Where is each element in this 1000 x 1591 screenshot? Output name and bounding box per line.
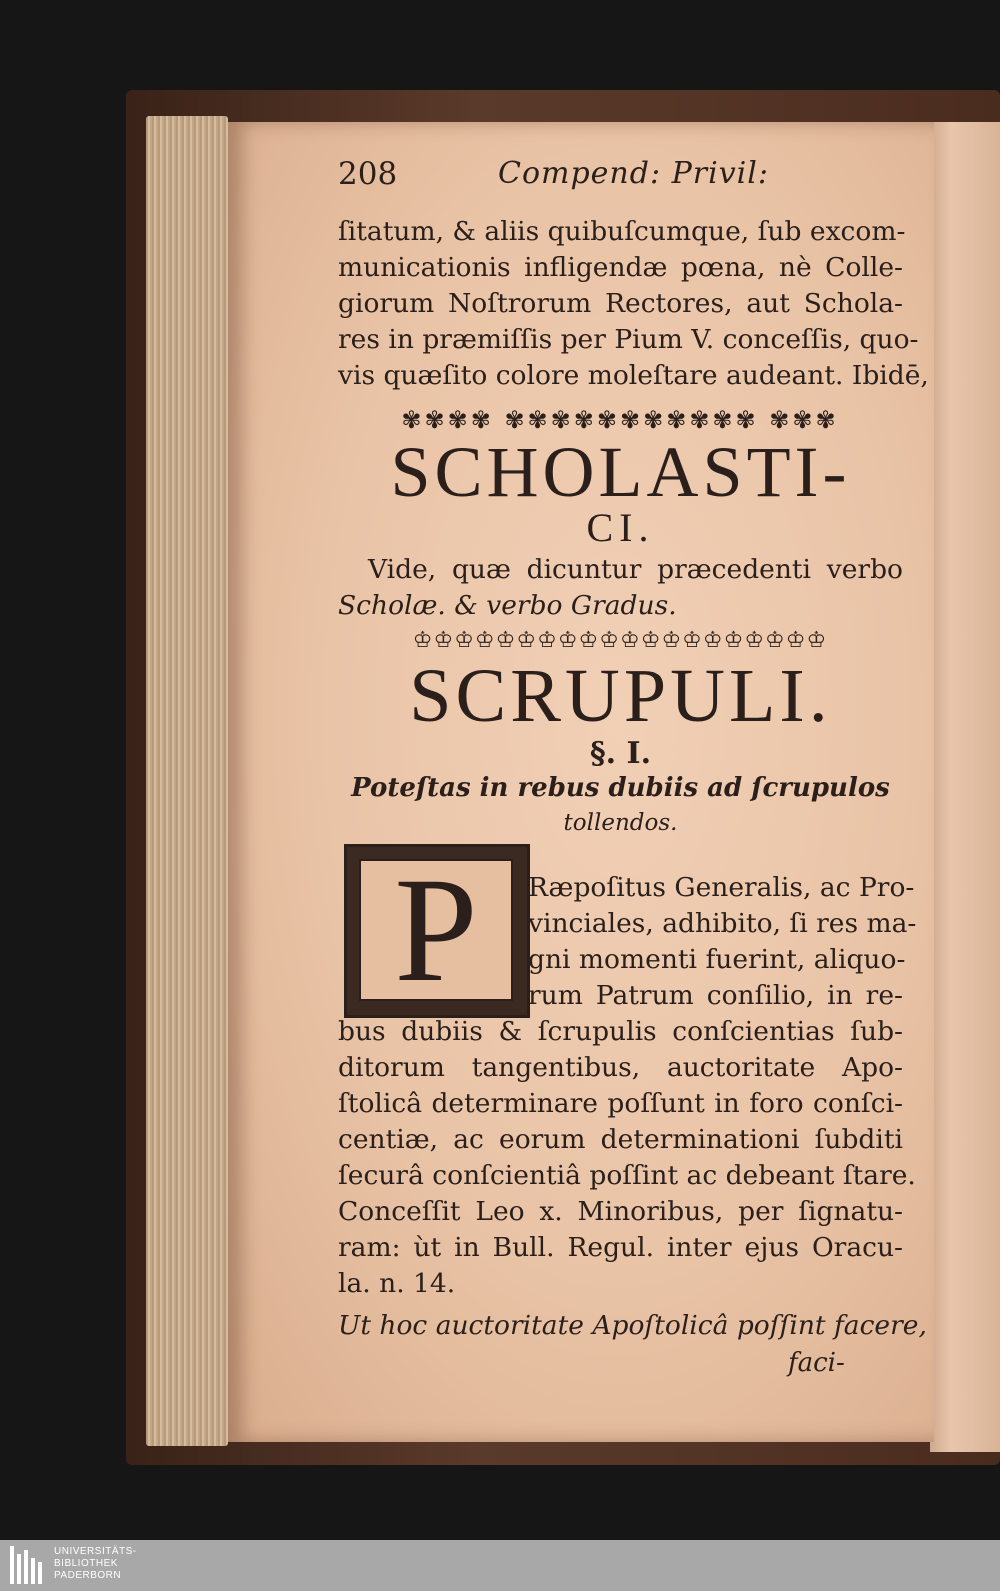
heading-scholastici: SCHOLASTI-	[390, 432, 851, 512]
ornament-rule: ✾✾✾✾ ✾✾✾✾✾✾✾✾✾✾✾ ✾✾✾	[401, 406, 839, 434]
text-line: Scholæ. & verbo Gradus.	[338, 590, 677, 621]
text-line: ram: ùt in Bull. Regul. inter ejus Oracu-	[338, 1232, 903, 1263]
text-line: res in præmiſſis per Pium V. conceſſis, quo-	[338, 324, 919, 355]
italic-line: Ut hoc auctoritate Apoſtolicâ poſſint facere,	[338, 1310, 927, 1341]
section-number: §. I.	[589, 736, 652, 771]
text-line: la. n. 14.	[338, 1268, 456, 1299]
page-edges	[146, 116, 228, 1446]
text-line: ſitatum, & aliis quibuſcumque, ſub excom-	[338, 216, 906, 247]
text-line: Ræpoſitus Generalis, ac Pro-	[528, 872, 915, 903]
facing-page-edge	[930, 122, 1000, 1452]
running-title: Compend: Privil:	[498, 156, 769, 191]
text-line: ſtolicâ determinare poſſunt in foro conſci-	[338, 1088, 903, 1119]
library-logo-icon	[10, 1546, 46, 1584]
text-line: ditorum tangentibus, auctoritate Apo-	[338, 1052, 903, 1083]
initial-frame	[359, 859, 513, 1001]
text-line: giorum Noſtrorum Rectores, aut Schola-	[338, 288, 903, 319]
page-number: 208	[338, 156, 398, 192]
heading-scrupuli: SCRUPULI.	[409, 654, 832, 738]
text-line: vis quæſito colore moleſtare audeant. Ibidē,	[338, 360, 929, 391]
text-line: Vide, quæ dicuntur præcedenti verbo	[368, 554, 903, 585]
logo-line: BIBLIOTHEK	[54, 1558, 118, 1569]
text-line: municationis infligendæ pœna, nè Colle-	[338, 252, 903, 283]
section-subtitle-continued: tollendos.	[563, 810, 678, 836]
catchword: faci-	[788, 1348, 845, 1378]
decorated-initial	[344, 844, 530, 1018]
text-line: gni momenti fuerint, aliquo-	[528, 944, 906, 975]
running-head	[338, 156, 898, 200]
text-line: rum Patrum conſilio, in re-	[528, 980, 903, 1011]
text-line: centiæ, ac eorum determinationi ſubditi	[338, 1124, 903, 1155]
text-line: vinciales, adhibito, ſi res ma-	[528, 908, 917, 939]
ornament-rule: ♔♔♔♔♔♔♔♔♔♔♔♔♔♔♔♔♔♔♔♔	[412, 628, 828, 653]
initial-letter: P	[394, 859, 478, 1001]
heading-scholastici-continued: CI.	[586, 505, 655, 550]
logo-line: PADERBORN	[54, 1570, 122, 1581]
footer-bar	[0, 1540, 1000, 1591]
section-subtitle: Poteſtas in rebus dubiis ad ſcrupulos	[351, 773, 890, 803]
book-page	[228, 122, 934, 1442]
library-logo-text	[54, 1546, 137, 1582]
text-line: ſecurâ conſcientiâ poſſint ac debeant ſtare.	[338, 1160, 916, 1191]
logo-line: UNIVERSITÄTS-	[54, 1546, 137, 1557]
text-line: Conceſſit Leo x. Minoribus, per ſignatu-	[338, 1196, 903, 1227]
text-line: bus dubiis & ſcrupulis conſcientias ſub-	[338, 1016, 903, 1047]
